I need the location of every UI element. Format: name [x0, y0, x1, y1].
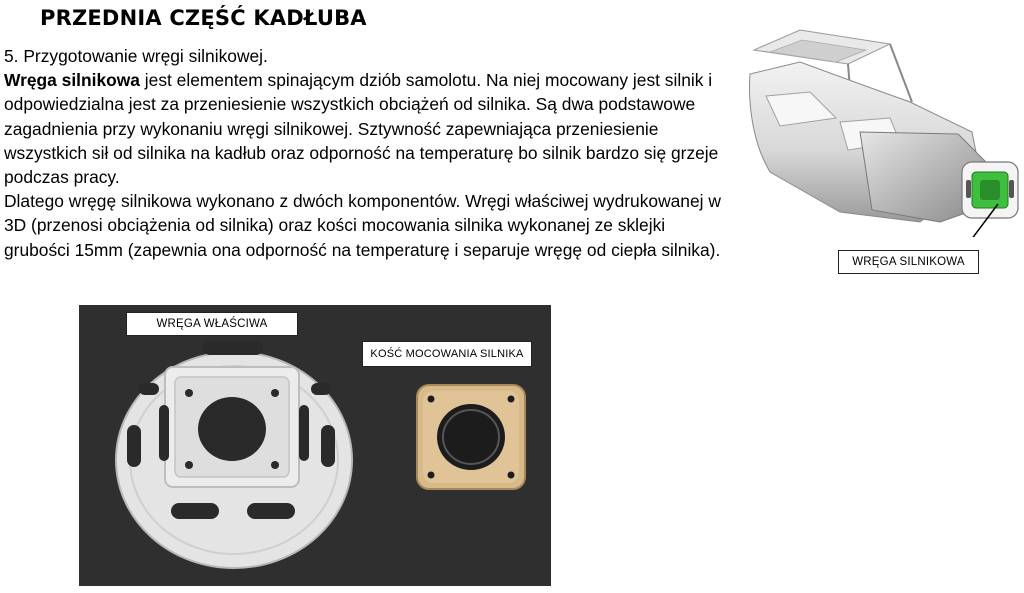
paragraph-1	[4, 68, 724, 189]
frame-callout-label: WRĘGA WŁAŚCIWA	[126, 312, 298, 336]
mount-callout-label: KOŚĆ MOCOWANIA SILNIKA	[362, 341, 532, 367]
paragraph-2: Dlatego wręgę silnikowa wykonano z dwóch komponentów. Wręgi właściwej wydrukowanej w 3D (przenosi obciążenia od silnika) oraz kości mocowania silnika wykonanej ze sklejki grubości 15mm (zapewnia ona odporność na temperaturę i separuje wręgę od ciepła silnika).	[4, 191, 721, 260]
paragraph-1-text: jest elementem spinającym dziób samolotu. Na niej mocowany jest silnik i odpowiedzialna jest za przeniesienie wszystkich obciążeń od silnika. Są dwa podstawowe zagadnienia przy wykonaniu wręgi silnikowej. Sztywność zapewniająca przeniesienie wszystkich sił od silnika na kadłub oraz odporność na temperaturę bo silnik bardzo się grzeje podczas pracy.	[4, 70, 719, 188]
page-title: PRZEDNIA CZĘŚĆ KADŁUBA	[40, 6, 367, 30]
term-bold: Wręga silnikowa	[4, 70, 140, 91]
fuselage-render-image	[740, 22, 1024, 237]
plywood-mount-part	[417, 385, 525, 489]
body-text	[4, 44, 724, 262]
render-callout-label: WRĘGA SILNIKOWA	[838, 250, 979, 274]
step-heading: 5. Przygotowanie wręgi silnikowej.	[4, 46, 268, 66]
fuselage-render-svg	[740, 22, 1024, 237]
